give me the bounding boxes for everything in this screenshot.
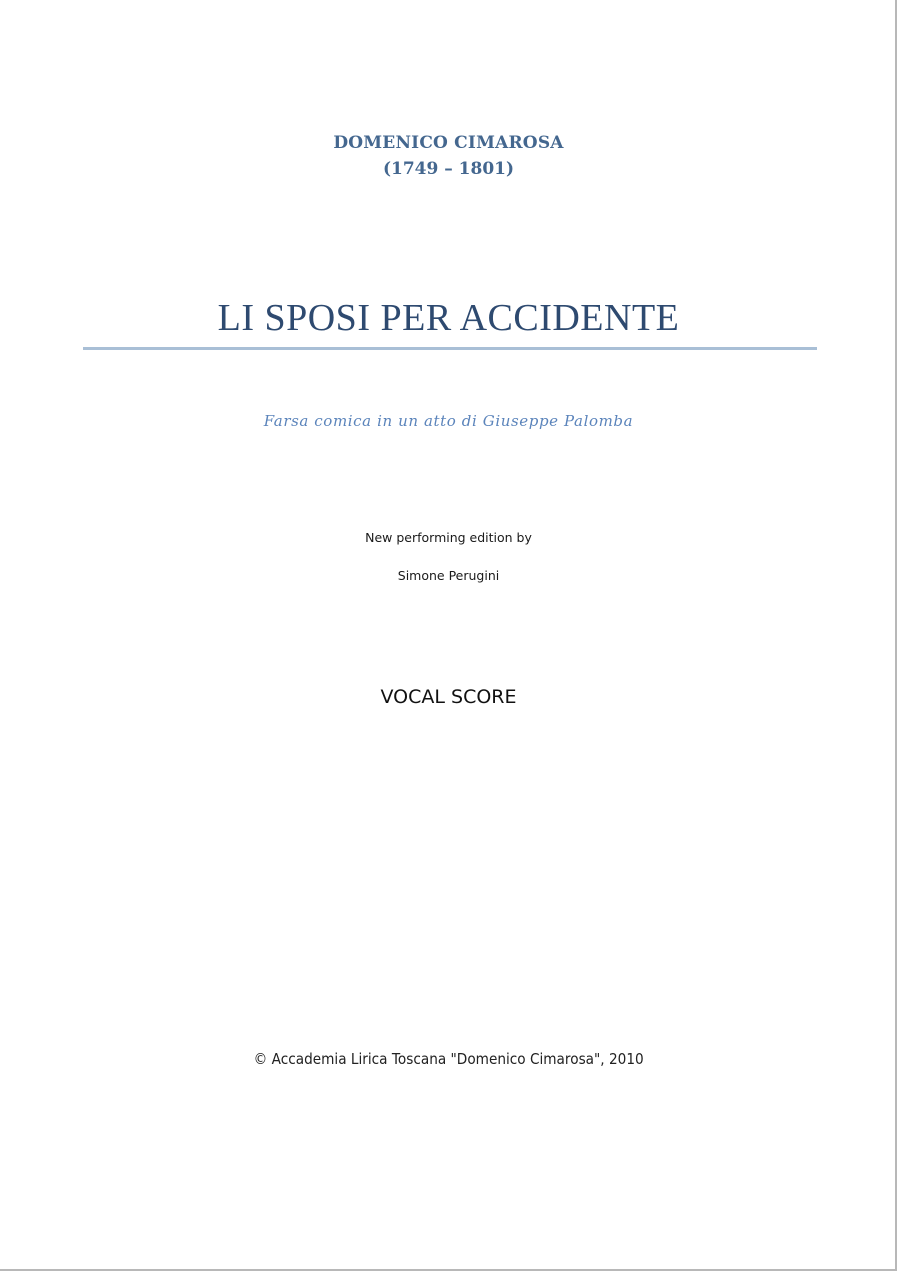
composer-dates: (1749 – 1801): [382, 159, 515, 179]
opera-subtitle: Farsa comica in un atto di Giuseppe Palomba: [263, 412, 634, 430]
editor-name: Simone Perugini: [397, 568, 500, 583]
opera-title: LI SPOSI PER ACCIDENTE: [217, 297, 680, 339]
score-type-label: VOCAL SCORE: [380, 686, 517, 708]
title-divider: [83, 347, 817, 350]
composer-name: DOMENICO CIMAROSA: [333, 133, 564, 153]
edition-line: New performing edition by: [365, 530, 532, 545]
copyright-notice: © Accademia Lirica Toscana "Domenico Cimarosa", 2010: [253, 1050, 644, 1068]
